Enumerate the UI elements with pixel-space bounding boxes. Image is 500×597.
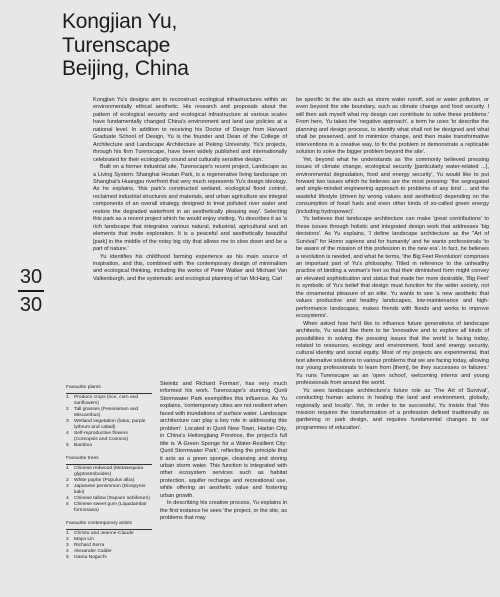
favourite-list <box>66 531 152 561</box>
item-text: Japanese persimmon (Diospyros kaki) <box>74 484 146 496</box>
item-text: Chinese redwood (Metasequoia glyptostroboides) <box>74 466 144 478</box>
article-paragraph: Yu sees landscape architecture's future role as 'The Art of Survival', conducting human actions in healing the land and environment, globally, regionally and locally'. Yet, in order to be successful, Yu insists that 'this mission requires the transformation of a profession defined traditionally as gardening or park design, and requires fundamental changes to our programmes of education'. <box>296 387 489 431</box>
page-number-divider <box>18 290 44 292</box>
page-number-bottom: 30 <box>19 293 43 316</box>
article-paragraph: be specific to the site such as storm water runoff, soil or water pollution, or even beyond the site boundary, such as climate change and food security. I will then ask myself what my design can contribute to solve these problems.' From here, Yu takes the 'negative approach', a term he uses 'to describe the planning and design process, to identify what shall not be designed and what shall be preserved, and to minimize change, and then make transformative interventions in a creative way, to fix the problem or demonstrate a replicable solution to solve the bigger problem beyond the site'. <box>296 97 489 156</box>
article-paragraph: Yu believes that landscape architecture can make 'great contributions' to these issues through holistic and integrated design work that addresses 'big decisions'. As Yu explains, 'I define landscape architecture as the "Art of Survival" for Homo sapiens and for humanity' and he wants professionals 'to be aware of the mission of this profession in the new era'. In fact, he believes a revolution is needed, and what he terms, 'the Big Feet Revolution' comprises an important part of Yu's philosophy. Titled in reference to the unhealthy practice of binding a woman's feet so that their diminished form might convey an elevated sophistication and status that made her more desirable, 'Big Feet' is symbolic of Yu's belief that design must function for the wider society, not the ornamental pleasure of an elite. Yu wants to see 'a new aesthetic that values productive and healthy landscapes, low-maintenance and high-performance landscapes, makes friends with floods and works to improve ecosystems'. <box>296 216 489 320</box>
page-number <box>18 267 44 315</box>
item-number: 4 <box>66 549 69 555</box>
title-line-1: Kongjian Yu, <box>62 10 178 33</box>
article-paragraph: Steinitz and Richard Forman', has very much informed his work. Turenscape's stunning Qunli Stormwater Park exemplifies this influence. As Yu explains, 'contemporary cities are not resilient when faced with inundations of surface water. Landscape architecture can play a key role in addressing this problem'. Located in Qunli New Town, Harbin City, in China's Heilongjiang Province, the project's full title is 'A Green Sponge for a Water-Resilient City: Qunli Stormwater Park', reflecting the principle that it acts as a green sponge, cleansing and storing urban storm water. This function is integrated with other ecosystem services such as habitat protection, aquifer recharge and recreational use, while offering an aesthetic value and fostering urban growth. <box>160 381 287 499</box>
favourites-sidebar <box>66 385 152 568</box>
list-item <box>66 419 152 431</box>
item-text: Richard Serra <box>74 543 105 549</box>
section-divider <box>66 464 152 465</box>
article-column-left-bottom <box>160 381 287 523</box>
favourite-list <box>66 466 152 514</box>
item-text: Alexander Calder <box>74 549 112 555</box>
list-item <box>66 484 152 496</box>
item-number: 1 <box>66 531 69 537</box>
title-line-2: Turenscape <box>62 33 171 57</box>
article-paragraph: Kongjian Yu's designs aim to reconstruct ecological infrastructures within an environmentally ethical aesthetic. His research and proposals about the pattern of ecological security and ecological infrastructure at various scales have fundamentally changed China's environment and land use policies at a national level. In addition to receiving his Doctor of Design from Harvard Graduate School of Design, Yu is the founder and Dean of the College of Architecture and Landscape Architecture at Peking University. Yu's projects, through his firm Turenscape, have been widely published and internationally celebrated for their ecologically sound and culturally sensitive design. <box>93 97 287 163</box>
item-number: 3 <box>66 543 69 549</box>
article-column-left-top <box>93 97 287 283</box>
page-title <box>62 10 302 81</box>
article-paragraph: Yet, beyond what he understands as 'the commonly believed pressing issues of climate change, ecological security [particularly water-related ...], environmental degradation, food and energy security', Yu would like to put forward two issues which he believes are the most pressing: 'the segregated and single-minded engineering approach to problems of any kind ... and the wasteful lifestyle (driven by wrong values and aesthetics) depending on the consumption of fossil fuels and even other kinds of so-called green energy (including hydropower)'. <box>296 156 489 215</box>
section-heading: Favourite trees <box>66 456 99 462</box>
favourite-artists-section <box>66 521 152 561</box>
item-text: Isamu Noguchi <box>74 555 107 561</box>
item-number: 2 <box>66 537 69 543</box>
item-number: 4 <box>66 431 69 437</box>
list-item <box>66 466 152 478</box>
item-text: Christo and Jeanne-Claude <box>74 531 134 537</box>
list-item <box>66 395 152 407</box>
page-number-top: 30 <box>19 266 43 288</box>
item-number: 2 <box>66 478 69 484</box>
item-text: Chinese sweet gum (Liquidambar formosana) <box>74 502 147 514</box>
section-heading: Favourite contemporary artists <box>66 521 133 527</box>
item-text: Tall grasses (Pennisetum and Miscanthus) <box>74 407 139 419</box>
article-paragraph: When asked how he'd like to influence future generations of landscape architects, Yu would like them to be 'innovative and to explore all kinds of possibilities in solving the pressing issues that the world is facing today, related to resources, ecology and environment, food and energy security, cultural identity and social equity. Most of my projects are experimental, that test alternative solutions to various problems that we are facing today, allowing our young professionals to learn from [them], be they successes or failures.' Yu runs Turenscape as an 'open school', welcoming interns and young professionals from around the world. <box>296 320 489 387</box>
item-number: 1 <box>66 395 69 401</box>
item-text: Wetland vegetation (lotus, purple lythrum and cattail) <box>74 419 146 431</box>
item-number: 1 <box>66 466 69 472</box>
item-number: 5 <box>66 502 69 508</box>
list-item <box>66 407 152 419</box>
list-item <box>66 555 152 561</box>
item-number: 3 <box>66 484 69 490</box>
article-column-right <box>296 97 489 432</box>
item-number: 5 <box>66 555 69 561</box>
item-number: 5 <box>66 443 69 449</box>
favourite-plants-section <box>66 385 152 449</box>
list-item <box>66 443 152 449</box>
item-number: 3 <box>66 419 69 425</box>
favourite-list <box>66 395 152 449</box>
favourite-trees-section <box>66 456 152 514</box>
section-heading: Favourite plants <box>66 385 101 390</box>
article-paragraph: In describing his creative process, Yu explains in the first instance he sees 'the project, or the site, as problems that may <box>160 500 287 522</box>
article-paragraph: Yu identifies his childhood farming experience as his main source of inspiration, and this, combined with 'the contemporary design of minimalism and ecological thinking, including the works of Peter Walker and Michael Van Valkenburgh, and the systematic and ecological planning of Ian McHarg, Carl <box>93 253 287 282</box>
list-item <box>66 502 152 514</box>
item-text: Self-reproductive flowers (Coreopsis and Cosmos) <box>74 431 129 443</box>
list-item <box>66 431 152 443</box>
article-paragraph: Built on a former industrial site, Turenscape's recent project, Landscape as a Living System: Shanghai Houtan Park, is a regenerative living landscape on Shanghai's Huangpu riverfront that very much represents Yu's design ideology. As he explains, 'this park's constructed wetland, ecological flood control, reclaimed industrial structures and materials, and urban agriculture are integral components of an overall strategy designed to treat polluted river water and restore the degraded waterfront in an aesthetically pleasing way'. Selecting this park as a recent project which he would enjoy visiting, Yu describes it as 'a rich landscape that integrates various natural, industrial, agricultural and art elements that invite exploration. It is a peaceful and aesthetically beautiful [park] in the middle of the noisy big city that allows me to slow down and be a part of nature.' <box>93 164 287 253</box>
item-number: 4 <box>66 496 69 502</box>
item-text: Maya Lin <box>74 537 94 543</box>
item-number: 2 <box>66 407 69 413</box>
item-text: Produce crops (rice, corn and sunflowers) <box>74 395 139 407</box>
item-text: Bamboo <box>74 443 93 449</box>
title-line-3: Beijing, China <box>62 57 189 80</box>
section-divider <box>66 393 152 394</box>
section-divider <box>66 529 152 530</box>
item-text: White poplar (Populus alba) <box>74 478 135 484</box>
item-text: Chinese tallow (Sapium sebiferum) <box>74 496 150 502</box>
